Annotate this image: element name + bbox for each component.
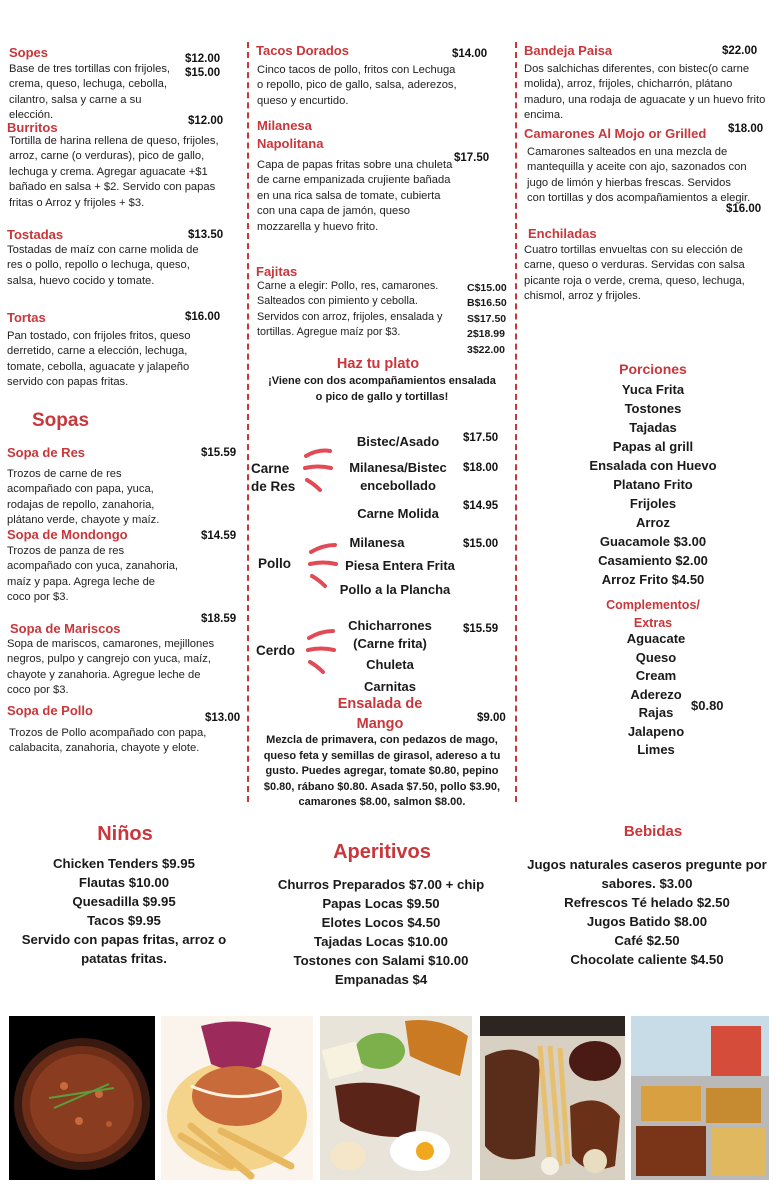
tacos-title: Tacos Dorados [256,43,349,58]
complementos-title-1: Complementos/ [606,598,700,612]
cerdo-brush-icon [303,626,339,676]
ninos-item-tacos: Tacos $9.95 [87,913,161,928]
carne-item-milanesa: Milanesa/Bistec encebollado [349,460,447,493]
porcion-papas: Papas al grill [612,439,694,454]
bebida-refrescos: Refrescos Té helado $2.50 [564,895,730,910]
carne-price-3: $14.95 [463,500,499,512]
bebida-cafe: Café $2.50 [614,933,680,948]
bandeja-plate-photo [320,1016,472,1180]
fajitas-price-two: 2$18.99 [467,328,505,341]
pollo-item-entera: Piesa Entera Frita [345,558,455,573]
aperitivo-tajadas: Tajadas Locas $10.00 [314,934,448,949]
bebidas-list [522,855,772,969]
extra-cream: Cream [635,668,677,683]
pollo-label: Pollo [258,556,291,571]
ensalada-price: $9.00 [477,712,506,724]
platter-photo [480,1016,625,1180]
enchiladas-price: $16.00 [726,203,762,215]
complementos-list [606,630,706,760]
pollo-item-milanesa: Milanesa [349,535,405,550]
bandeja-desc: Dos salchichas diferentes, con bistec(o carne molida), arroz, frijoles, chicharrón, plátano maduro, una rodaja de aguacate y un huevo frito encima. [524,63,766,122]
cerdo-label: Cerdo [256,643,296,658]
tacos-price: $14.00 [452,48,488,60]
sopa-mondongo-desc: Trozos de panza de res acompañado con yuca, zanahoria, maíz y papa. Agrega leche de coco por $3. [7,545,179,604]
sopa-mariscos-title: Sopa de Mariscos [10,621,121,636]
ensalada-title-2: Mango [356,716,404,732]
fajitas-prices [467,281,517,358]
haz-subtitle: ¡Viene con dos acompañamientos ensalada o pico de gallo y tortillas! [268,375,496,403]
porcion-arroz: Arroz [636,515,670,530]
sopa-mariscos-desc: Sopa de mariscos, camarones, mejillones negros, pulpo y cangrejo con yuca, maíz, chayote y zanahoria. Agregue leche de coco por $3. [7,638,215,697]
aperitivos-title: Aperitivos [333,841,431,863]
bebida-chocolate: Chocolate caliente $4.50 [570,952,724,967]
milanesa-title: Milanesa [257,118,312,133]
loaded-fries-photo [161,1016,313,1180]
tacos-desc: Cinco tacos de pollo, fritos con Lechuga o repollo, pico de gallo, salsa, aderezos, queso y encurtido. [257,64,457,107]
bandeja-plate-image [320,1016,472,1180]
rice-dish-photo [9,1016,155,1180]
ninos-title: Niños [97,823,153,845]
ninos-item-flautas: Flautas $10.00 [78,875,170,890]
sopa-res-price: $15.59 [201,447,237,459]
extra-rajas: Rajas [638,705,674,720]
tortas-title: Tortas [7,310,46,325]
extra-limes: Limes [637,742,675,757]
extra-aderezo: Aderezo [630,686,682,702]
bandeja-price: $22.00 [722,45,758,57]
ensalada-desc: Mezcla de primavera, con pedazos de mago, queso feta y semillas de girasol, adereso a tu gusto. Puedes agregar, tomate $0.80, pepino $0.80, rábano $0.80. Asada $7.50, pollo $3.90, camarones $8.00, salmon $8.00. [263,734,501,808]
complementos-price: $0.80 [691,698,724,713]
enchiladas-desc: Cuatro tortillas envueltas con su elección de carne, queso o verduras. Servidas con salsa picante roja o verde, crema, queso, lechuga, chismol, arroz y frijoles. [524,244,745,303]
complementos-title-2: Extras [633,616,673,630]
milanesa-price: $17.50 [454,152,490,164]
bebidas-title: Bebidas [623,823,683,840]
bebida-jugos: Jugos naturales caseros pregunte por sabores. $3.00 [527,857,767,891]
sopa-pollo-title: Sopa de Pollo [7,703,93,718]
sopa-mondongo-title: Sopa de Mondongo [7,527,128,542]
cerdo-item-chicharrones: Chicharrones (Carne frita) [348,618,432,651]
cerdo-item-chuleta: Chuleta [366,657,414,672]
camarones-title: Camarones Al Mojo or Grilled [524,126,707,141]
porcion-casamiento: Casamiento $2.00 [598,553,708,568]
pollo-price: $15.00 [463,538,499,550]
burritos-price: $12.00 [188,115,224,127]
porcion-platano: Platano Frito [613,477,693,492]
extra-jalapeno: Jalapeno [627,723,685,739]
rice-dish-image [9,1016,155,1180]
aperitivo-elotes: Elotes Locos $4.50 [321,915,441,930]
porcion-yuca: Yuca Frita [621,382,685,397]
sopa-mondongo-price: $14.59 [201,530,237,542]
tortas-price: $16.00 [185,311,221,323]
porcion-guacamole: Guacamole $3.00 [599,534,707,549]
sopes-price-1: $12.00 [185,53,221,65]
aperitivo-churros: Churros Preparados $7.00 + chip [277,877,485,892]
porciones-list [563,380,743,589]
burritos-desc: Tortilla de harina rellena de queso, frijoles, arroz, carne (o verduras), pico de gallo, lechuga y crema. Agregar aguacate +$1 bañado en salsa + $2. Servido con papas fritas o Arroz y frijoles + $3. [9,135,219,209]
porciones-title: Porciones [619,361,687,377]
carne-item-molida: Carne Molida [357,506,439,521]
aperitivo-papas: Papas Locas $9.50 [322,896,440,911]
ninos-item-quesadilla: Quesadilla $9.95 [72,894,176,909]
ninos-note: Servido con papas fritas, arroz o patatas fritas. [21,932,227,966]
right-divider [515,42,517,802]
sopa-res-title: Sopa de Res [7,445,86,460]
tortas-desc: Pan tostado, con frijoles fritos, queso derretido, carne a elección, lechuga, tomate, cebolla, aguacate y jalapeño servido con papas fritas. [7,330,191,389]
extra-queso: Queso [635,649,677,665]
extra-aguacate: Aguacate [626,631,686,646]
carne-price-2: $18.00 [463,462,499,474]
ninos-item-tenders: Chicken Tenders $9.95 [53,856,195,871]
fajitas-title: Fajitas [256,264,298,279]
carne-label-1: Carne [251,461,290,476]
bebida-batido: Jugos Batido $8.00 [586,914,708,929]
fajitas-price-beef: B$16.50 [467,297,507,310]
tostadas-desc: Tostadas de maíz con carne molida de res o pollo, repollo o lechuga, queso, salsa, huevo cocido y tomate. [7,244,199,287]
carne-item-bistec: Bistec/Asado [356,434,440,449]
carne-brush-icon [300,444,336,494]
carne-label-2: de Res [251,479,296,494]
haz-title: Haz tu plato [336,356,420,372]
sopas-heading: Sopas [32,410,90,431]
sopa-res-desc: Trozos de carne de res acompañado con papa, yuca, rodajas de repollo, zanahoria, plátano verde, chayote y maíz. [7,468,160,527]
sopes-desc: Base de tres tortillas con frijoles, crema, queso, lechuga, cebolla, cilantro, salsa y carne a su elección. [9,63,171,122]
aperitivo-tostones: Tostones con Salami $10.00 [293,953,469,968]
sopa-pollo-desc: Trozos de Pollo acompañado con papa, calabacita, zanahoria, chayote y elote. [9,727,207,755]
porcion-tajadas: Tajadas [629,420,677,435]
loaded-fries-image [161,1016,313,1180]
aperitivos-list [257,875,505,989]
porcion-ensalada: Ensalada con Huevo [589,458,717,473]
ensalada-title [310,694,450,734]
complementos-title [573,596,733,632]
platter-image [480,1016,625,1180]
camarones-desc: Camarones salteados en una mezcla de mantequilla y aceite con ajo, sazonados con jugo de limón y hierbas frescas. Servidos con tortillas y dos acompañamientos a elegir. [527,146,751,205]
pollo-item-plancha: Pollo a la Plancha [339,582,451,597]
carne-label [251,460,295,496]
cerdo-item-carnitas: Carnitas [363,679,417,694]
left-divider [247,42,249,802]
enchiladas-title: Enchiladas [528,226,597,241]
fajitas-price-three: 3$22.00 [467,343,505,356]
porcion-arroz-frito: Arroz Frito $4.50 [601,572,705,587]
buffet-trays-image [631,1016,769,1180]
sopa-pollo-price: $13.00 [205,712,241,724]
fajitas-price-shrimp: S$17.50 [467,312,507,325]
tostadas-title: Tostadas [7,227,64,242]
sopes-title: Sopes [9,45,49,60]
aperitivo-empanadas: Empanadas $4 [334,972,428,987]
cerdo-price: $15.59 [463,623,499,635]
burritos-title: Burritos [7,120,58,135]
bandeja-title: Bandeja Paisa [524,43,613,58]
tostadas-price: $13.50 [188,229,224,241]
milanesa-title-2: Napolitana [257,136,324,151]
sopes-price-2: $15.00 [185,67,221,79]
porcion-frijoles: Frijoles [629,496,677,511]
sopa-mariscos-price: $18.59 [201,613,237,625]
fajitas-desc: Carne a elegir: Pollo, res, camarones. Salteados con pimiento y cebolla. Servidos con arroz, frijoles, ensalada y tortillas. Agregue maíz por $3. [257,280,443,339]
buffet-trays-photo [631,1016,769,1180]
camarones-price: $18.00 [728,123,764,135]
carne-price-1: $17.50 [463,432,499,444]
porcion-tostones: Tostones [624,401,682,416]
milanesa-desc: Capa de papas fritas sobre una chuleta de carne empanizada crujiente bañada en una rica salsa de tomate, cubierta con una capa de jamón, queso mozzarella y huevo frito. [257,159,453,233]
fajitas-price-chicken: C$15.00 [467,282,507,294]
ninos-list [8,854,240,968]
ensalada-title-1: Ensalada de [337,696,423,712]
